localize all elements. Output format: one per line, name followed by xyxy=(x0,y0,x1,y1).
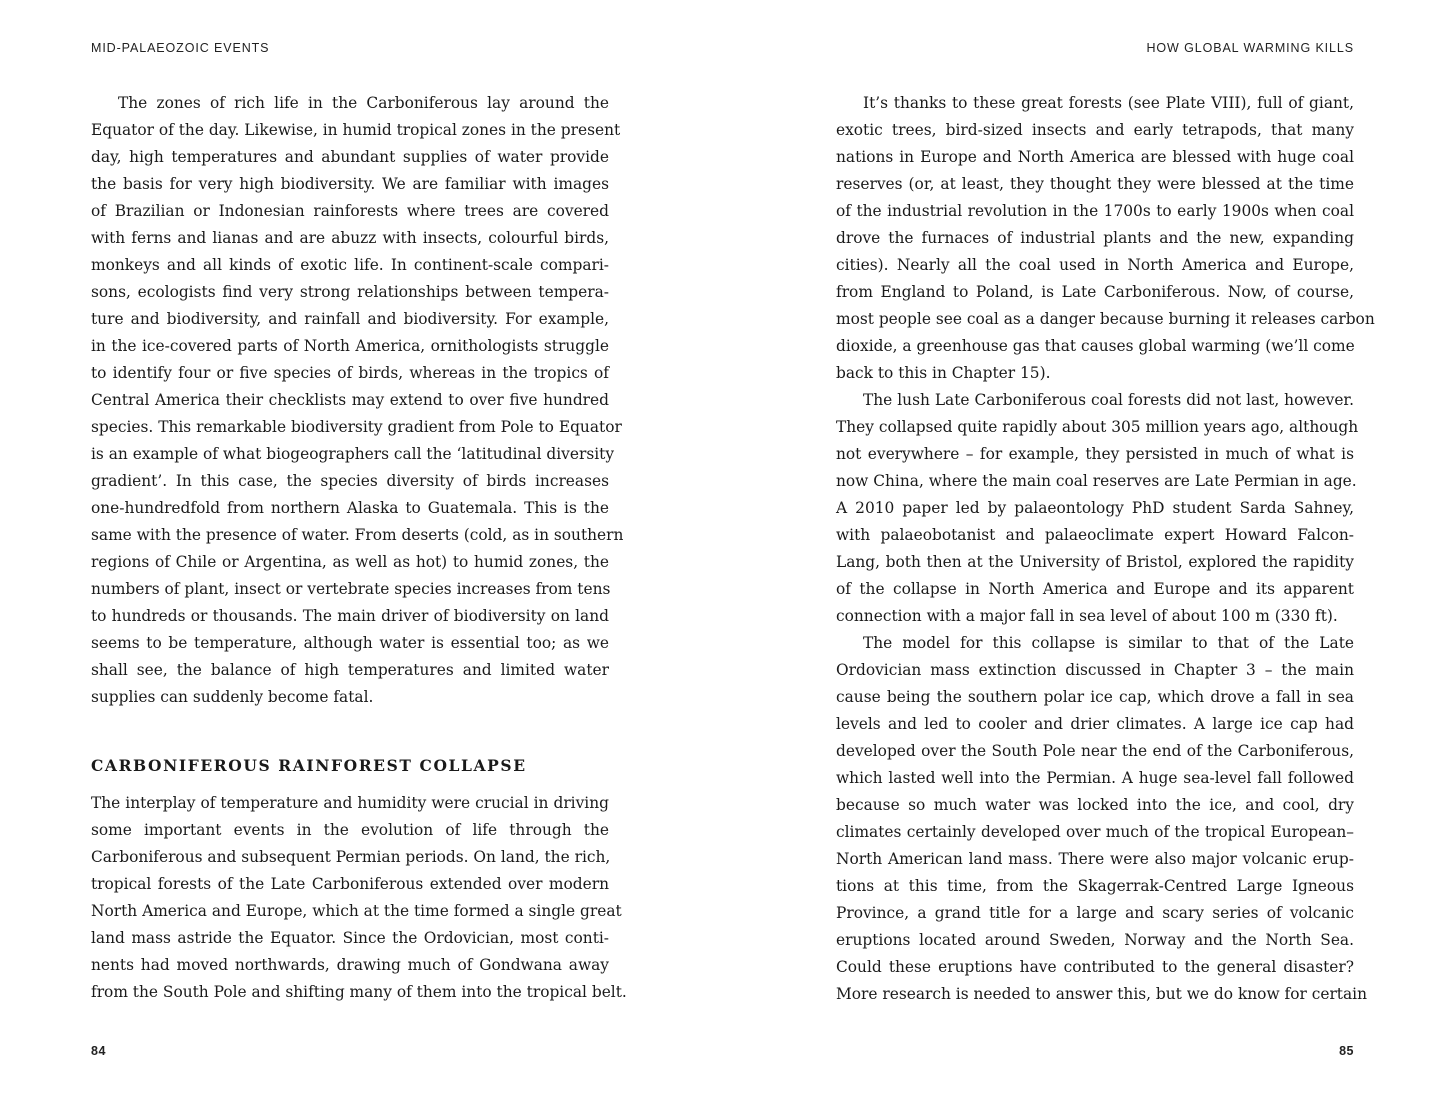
text-line: connection with a major fall in sea level of about 100 m (330 ft). xyxy=(836,607,1338,625)
text-line: The zones of rich life in the Carboniferous lay around the xyxy=(118,94,609,112)
text-line: from England to Poland, is Late Carboniferous. Now, of course, xyxy=(836,283,1354,301)
text-line: most people see coal as a danger because burning it releases carbon xyxy=(836,310,1375,328)
text-line: climates certainly developed over much of the tropical European– xyxy=(836,823,1354,841)
text-line: one-hundredfold from northern Alaska to Guatemala. This is the xyxy=(91,499,609,517)
text-line: monkeys and all kinds of exotic life. In continent-scale compari- xyxy=(91,256,609,274)
text-line: cause being the southern polar ice cap, which drove a fall in sea xyxy=(836,688,1354,706)
right-page xyxy=(723,0,1445,1105)
text-line: More research is needed to answer this, but we do know for certain xyxy=(836,985,1368,1003)
section-heading: CARBONIFEROUS RAINFOREST COLLAPSE xyxy=(91,756,527,775)
text-line: Province, a grand title for a large and scary series of volcanic xyxy=(836,904,1354,922)
text-line: The model for this collapse is similar to that of the Late xyxy=(863,634,1354,652)
paragraph xyxy=(836,90,1375,387)
text-line: supplies can suddenly become fatal. xyxy=(91,688,374,706)
left-page-body xyxy=(91,90,627,1006)
text-line: The lush Late Carboniferous coal forests did not last, however. xyxy=(863,391,1354,409)
text-line: A 2010 paper led by palaeontology PhD student Sarda Sahney, xyxy=(836,499,1354,517)
text-line: of the collapse in North America and Europe and its apparent xyxy=(836,580,1354,598)
paragraph xyxy=(836,387,1359,630)
running-head: MID-PALAEOZOIC EVENTS xyxy=(91,41,270,55)
page-number: 84 xyxy=(91,1044,106,1058)
text-line: is an example of what biogeographers call the ‘latitudinal diversity xyxy=(91,445,615,463)
page-number: 85 xyxy=(1339,1044,1354,1058)
text-line: back to this in Chapter 15). xyxy=(836,364,1051,382)
text-line: Lang, both then at the University of Bristol, explored the rapidity xyxy=(836,553,1354,571)
text-line: day, high temperatures and abundant supplies of water provide xyxy=(91,148,609,166)
text-line: They collapsed quite rapidly about 305 million years ago, although xyxy=(836,418,1359,436)
text-line: numbers of plant, insect or vertebrate species increases from tens xyxy=(91,580,611,598)
text-line: land mass astride the Equator. Since the Ordovician, most conti- xyxy=(91,929,609,947)
text-line: with ferns and lianas and are abuzz with insects, colourful birds, xyxy=(91,229,609,247)
text-line: tropical forests of the Late Carboniferous extended over modern xyxy=(91,875,609,893)
text-line: The interplay of temperature and humidity were crucial in driving xyxy=(91,794,609,812)
paragraph xyxy=(91,90,624,711)
paragraph xyxy=(91,790,627,1006)
text-line: some important events in the evolution of life through the xyxy=(91,821,609,839)
text-line: Equator of the day. Likewise, in humid tropical zones in the present xyxy=(91,121,621,139)
text-line: of the industrial revolution in the 1700s to early 1900s when coal xyxy=(836,202,1354,220)
text-line: ture and biodiversity, and rainfall and biodiversity. For example, xyxy=(91,310,609,328)
text-line: tions at this time, from the Skagerrak-Centred Large Igneous xyxy=(836,877,1354,895)
text-line: same with the presence of water. From deserts (cold, as in southern xyxy=(91,526,624,544)
text-line: of Brazilian or Indonesian rainforests where trees are covered xyxy=(91,202,609,220)
text-line: Ordovician mass extinction discussed in Chapter 3 – the main xyxy=(836,661,1354,679)
text-line: species. This remarkable biodiversity gradient from Pole to Equator xyxy=(91,418,622,436)
paragraph xyxy=(836,630,1368,1008)
text-line: to hundreds or thousands. The main driver of biodiversity on land xyxy=(91,607,609,625)
text-line: reserves (or, at least, they thought they were blessed at the time xyxy=(836,175,1354,193)
text-line: which lasted well into the Permian. A huge sea-level fall followed xyxy=(836,769,1354,787)
text-line: Central America their checklists may extend to over five hundred xyxy=(91,391,609,409)
left-page xyxy=(0,0,722,1105)
text-line: sons, ecologists find very strong relationships between tempera- xyxy=(91,283,609,301)
text-line: regions of Chile or Argentina, as well as hot) to humid zones, the xyxy=(91,553,609,571)
text-line: with palaeobotanist and palaeoclimate expert Howard Falcon- xyxy=(836,526,1354,544)
running-head: HOW GLOBAL WARMING KILLS xyxy=(1146,41,1354,55)
text-line: developed over the South Pole near the end of the Carboniferous, xyxy=(836,742,1354,760)
text-line: nents had moved northwards, drawing much of Gondwana away xyxy=(91,956,609,974)
text-line: now China, where the main coal reserves are Late Permian in age. xyxy=(836,472,1357,490)
text-line: North American land mass. There were also major volcanic erup- xyxy=(836,850,1354,868)
text-line: shall see, the balance of high temperatures and limited water xyxy=(91,661,609,679)
text-line: Carboniferous and subsequent Permian periods. On land, the rich, xyxy=(91,848,611,866)
text-line: dioxide, a greenhouse gas that causes global warming (we’ll come xyxy=(836,337,1355,355)
text-line: from the South Pole and shifting many of them into the tropical belt. xyxy=(91,983,627,1001)
text-line: because so much water was locked into the ice, and cool, dry xyxy=(836,796,1354,814)
text-line: the basis for very high biodiversity. We are familiar with images xyxy=(91,175,609,193)
text-line: drove the furnaces of industrial plants and the new, expanding xyxy=(836,229,1354,247)
text-line: North America and Europe, which at the time formed a single great xyxy=(91,902,622,920)
right-page-body xyxy=(836,90,1375,1008)
text-line: Could these eruptions have contributed to the general disaster? xyxy=(836,958,1354,976)
text-line: exotic trees, bird-sized insects and early tetrapods, that many xyxy=(836,121,1354,139)
text-line: cities). Nearly all the coal used in North America and Europe, xyxy=(836,256,1354,274)
text-line: in the ice-covered parts of North America, ornithologists struggle xyxy=(91,337,609,355)
text-line: gradient’. In this case, the species diversity of birds increases xyxy=(91,472,609,490)
text-line: seems to be temperature, although water is essential too; as we xyxy=(91,634,609,652)
text-line: It’s thanks to these great forests (see Plate VIII), full of giant, xyxy=(863,94,1354,112)
text-line: eruptions located around Sweden, Norway and the North Sea. xyxy=(836,931,1354,949)
text-line: nations in Europe and North America are blessed with huge coal xyxy=(836,148,1354,166)
text-line: not everywhere – for example, they persisted in much of what is xyxy=(836,445,1354,463)
text-line: levels and led to cooler and drier climates. A large ice cap had xyxy=(836,715,1354,733)
text-line: to identify four or five species of birds, whereas in the tropics of xyxy=(91,364,609,382)
